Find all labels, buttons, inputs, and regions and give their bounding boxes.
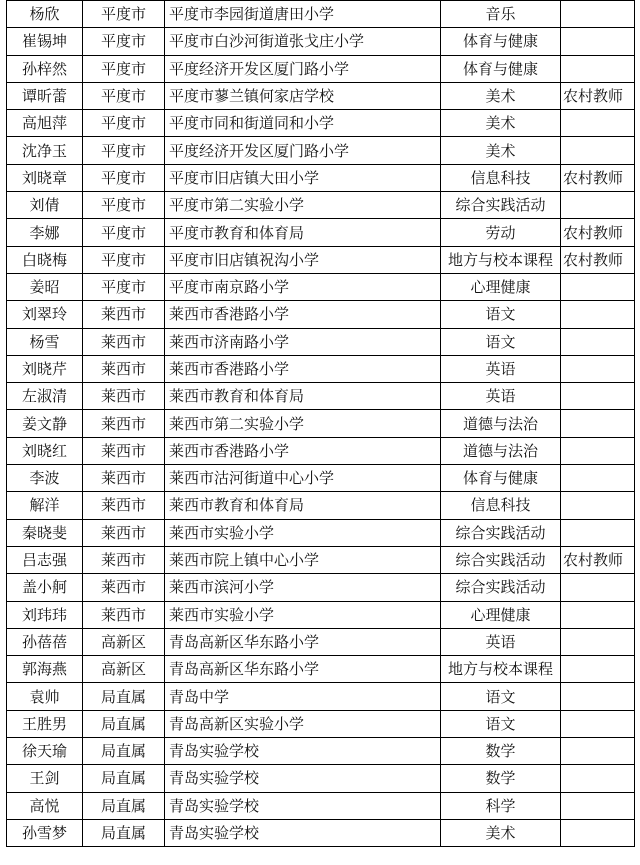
- table-row: [7, 246, 635, 273]
- subject-cell: 地方与校本课程: [441, 656, 561, 683]
- subject-cell: 心理健康: [441, 273, 561, 300]
- school-cell: 莱西市香港路小学: [165, 355, 441, 382]
- subject-cell: 劳动: [441, 219, 561, 246]
- remark-cell: [561, 519, 635, 546]
- teacher-name-cell: 高旭萍: [7, 110, 83, 137]
- teacher-name-cell: 刘晓芹: [7, 355, 83, 382]
- table-row: [7, 683, 635, 710]
- district-cell: 局直属: [83, 738, 165, 765]
- subject-cell: 语文: [441, 328, 561, 355]
- school-cell: 平度市旧店镇大田小学: [165, 164, 441, 191]
- teacher-name-cell: 谭昕蕾: [7, 82, 83, 109]
- district-cell: 莱西市: [83, 355, 165, 382]
- table-row: [7, 192, 635, 219]
- district-cell: 平度市: [83, 273, 165, 300]
- school-cell: 平度市蓼兰镇何家店学校: [165, 82, 441, 109]
- subject-cell: 音乐: [441, 1, 561, 28]
- subject-cell: 语文: [441, 301, 561, 328]
- school-cell: 青岛高新区华东路小学: [165, 656, 441, 683]
- district-cell: 莱西市: [83, 437, 165, 464]
- table-row: [7, 355, 635, 382]
- subject-cell: 综合实践活动: [441, 192, 561, 219]
- school-cell: 莱西市院上镇中心小学: [165, 546, 441, 573]
- table-row: [7, 110, 635, 137]
- remark-cell: [561, 355, 635, 382]
- school-cell: 青岛实验学校: [165, 738, 441, 765]
- school-cell: 莱西市实验小学: [165, 601, 441, 628]
- table-row: [7, 628, 635, 655]
- school-cell: 青岛实验学校: [165, 819, 441, 846]
- teacher-name-cell: 刘晓红: [7, 437, 83, 464]
- district-cell: 莱西市: [83, 574, 165, 601]
- subject-cell: 道德与法治: [441, 410, 561, 437]
- subject-cell: 英语: [441, 628, 561, 655]
- school-cell: 莱西市第二实验小学: [165, 410, 441, 437]
- teacher-name-cell: 左淑清: [7, 383, 83, 410]
- teacher-name-cell: 杨雪: [7, 328, 83, 355]
- subject-cell: 英语: [441, 355, 561, 382]
- table-row: [7, 219, 635, 246]
- table-row: [7, 164, 635, 191]
- table-row: [7, 710, 635, 737]
- district-cell: 平度市: [83, 1, 165, 28]
- school-cell: 莱西市济南路小学: [165, 328, 441, 355]
- teacher-name-cell: 刘玮玮: [7, 601, 83, 628]
- table-row: [7, 410, 635, 437]
- teacher-name-cell: 姜文静: [7, 410, 83, 437]
- teacher-name-cell: 郭海燕: [7, 656, 83, 683]
- subject-cell: 英语: [441, 383, 561, 410]
- teacher-name-cell: 崔锡坤: [7, 28, 83, 55]
- school-cell: 莱西市滨河小学: [165, 574, 441, 601]
- remark-cell: [561, 765, 635, 792]
- subject-cell: 信息科技: [441, 164, 561, 191]
- teacher-name-cell: 白晓梅: [7, 246, 83, 273]
- district-cell: 莱西市: [83, 410, 165, 437]
- teacher-name-cell: 孙蓓蓓: [7, 628, 83, 655]
- district-cell: 局直属: [83, 710, 165, 737]
- district-cell: 平度市: [83, 164, 165, 191]
- school-cell: 平度市第二实验小学: [165, 192, 441, 219]
- table-row: [7, 301, 635, 328]
- table-row: [7, 465, 635, 492]
- district-cell: 平度市: [83, 192, 165, 219]
- school-cell: 莱西市沽河街道中心小学: [165, 465, 441, 492]
- table-row: [7, 765, 635, 792]
- school-cell: 平度市旧店镇祝沟小学: [165, 246, 441, 273]
- table-row: [7, 383, 635, 410]
- teacher-name-cell: 李波: [7, 465, 83, 492]
- teacher-name-cell: 王胜男: [7, 710, 83, 737]
- remark-cell: [561, 410, 635, 437]
- school-cell: 平度市南京路小学: [165, 273, 441, 300]
- school-cell: 青岛高新区华东路小学: [165, 628, 441, 655]
- subject-cell: 数学: [441, 765, 561, 792]
- school-cell: 莱西市香港路小学: [165, 301, 441, 328]
- remark-cell: 农村教师: [561, 246, 635, 273]
- remark-cell: [561, 601, 635, 628]
- subject-cell: 心理健康: [441, 601, 561, 628]
- teacher-name-cell: 王剑: [7, 765, 83, 792]
- table-row: [7, 738, 635, 765]
- remark-cell: [561, 137, 635, 164]
- remark-cell: [561, 301, 635, 328]
- table-row: [7, 656, 635, 683]
- teacher-name-cell: 袁帅: [7, 683, 83, 710]
- district-cell: 莱西市: [83, 465, 165, 492]
- table-row: [7, 792, 635, 819]
- table-row: [7, 519, 635, 546]
- remark-cell: [561, 683, 635, 710]
- remark-cell: [561, 574, 635, 601]
- table-row: [7, 819, 635, 846]
- subject-cell: 美术: [441, 137, 561, 164]
- remark-cell: [561, 465, 635, 492]
- school-cell: 莱西市香港路小学: [165, 437, 441, 464]
- table-body: [7, 1, 635, 847]
- table-row: [7, 601, 635, 628]
- remark-cell: [561, 628, 635, 655]
- subject-cell: 美术: [441, 110, 561, 137]
- district-cell: 莱西市: [83, 601, 165, 628]
- teacher-name-cell: 孙梓然: [7, 55, 83, 82]
- school-cell: 莱西市教育和体育局: [165, 492, 441, 519]
- district-cell: 局直属: [83, 683, 165, 710]
- remark-cell: 农村教师: [561, 82, 635, 109]
- teacher-name-cell: 李娜: [7, 219, 83, 246]
- remark-cell: [561, 656, 635, 683]
- subject-cell: 综合实践活动: [441, 574, 561, 601]
- teacher-name-cell: 刘倩: [7, 192, 83, 219]
- subject-cell: 语文: [441, 683, 561, 710]
- subject-cell: 地方与校本课程: [441, 246, 561, 273]
- teacher-name-cell: 刘翠玲: [7, 301, 83, 328]
- district-cell: 局直属: [83, 819, 165, 846]
- district-cell: 高新区: [83, 656, 165, 683]
- table-row: [7, 437, 635, 464]
- subject-cell: 道德与法治: [441, 437, 561, 464]
- school-cell: 莱西市教育和体育局: [165, 383, 441, 410]
- remark-cell: [561, 710, 635, 737]
- remark-cell: [561, 328, 635, 355]
- remark-cell: [561, 738, 635, 765]
- teacher-name-cell: 解洋: [7, 492, 83, 519]
- subject-cell: 体育与健康: [441, 465, 561, 492]
- table-row: [7, 28, 635, 55]
- school-cell: 莱西市实验小学: [165, 519, 441, 546]
- remark-cell: [561, 492, 635, 519]
- district-cell: 莱西市: [83, 519, 165, 546]
- table-row: [7, 574, 635, 601]
- school-cell: 平度市白沙河街道张戈庄小学: [165, 28, 441, 55]
- district-cell: 平度市: [83, 219, 165, 246]
- teacher-name-cell: 吕志强: [7, 546, 83, 573]
- school-cell: 青岛中学: [165, 683, 441, 710]
- subject-cell: 科学: [441, 792, 561, 819]
- district-cell: 平度市: [83, 28, 165, 55]
- school-cell: 青岛实验学校: [165, 792, 441, 819]
- table-row: [7, 82, 635, 109]
- district-cell: 平度市: [83, 82, 165, 109]
- table-row: [7, 1, 635, 28]
- subject-cell: 综合实践活动: [441, 519, 561, 546]
- table-row: [7, 492, 635, 519]
- table-row: [7, 328, 635, 355]
- remark-cell: [561, 192, 635, 219]
- remark-cell: 农村教师: [561, 219, 635, 246]
- district-cell: 莱西市: [83, 546, 165, 573]
- remark-cell: [561, 792, 635, 819]
- remark-cell: [561, 437, 635, 464]
- school-cell: 平度经济开发区厦门路小学: [165, 55, 441, 82]
- table-row: [7, 273, 635, 300]
- remark-cell: [561, 819, 635, 846]
- district-cell: 局直属: [83, 792, 165, 819]
- teacher-name-cell: 杨欣: [7, 1, 83, 28]
- subject-cell: 美术: [441, 82, 561, 109]
- district-cell: 莱西市: [83, 328, 165, 355]
- subject-cell: 美术: [441, 819, 561, 846]
- remark-cell: [561, 273, 635, 300]
- teacher-name-cell: 孙雪梦: [7, 819, 83, 846]
- subject-cell: 信息科技: [441, 492, 561, 519]
- remark-cell: 农村教师: [561, 164, 635, 191]
- school-cell: 平度市同和街道同和小学: [165, 110, 441, 137]
- school-cell: 青岛高新区实验小学: [165, 710, 441, 737]
- remark-cell: 农村教师: [561, 546, 635, 573]
- district-cell: 平度市: [83, 55, 165, 82]
- table-row: [7, 55, 635, 82]
- teacher-list-table: [6, 0, 635, 847]
- district-cell: 莱西市: [83, 301, 165, 328]
- remark-cell: [561, 110, 635, 137]
- teacher-name-cell: 秦晓斐: [7, 519, 83, 546]
- district-cell: 莱西市: [83, 492, 165, 519]
- district-cell: 局直属: [83, 765, 165, 792]
- school-cell: 青岛实验学校: [165, 765, 441, 792]
- remark-cell: [561, 28, 635, 55]
- district-cell: 平度市: [83, 246, 165, 273]
- remark-cell: [561, 55, 635, 82]
- teacher-name-cell: 徐天瑜: [7, 738, 83, 765]
- remark-cell: [561, 1, 635, 28]
- school-cell: 平度市教育和体育局: [165, 219, 441, 246]
- school-cell: 平度市李园街道唐田小学: [165, 1, 441, 28]
- subject-cell: 体育与健康: [441, 55, 561, 82]
- subject-cell: 体育与健康: [441, 28, 561, 55]
- teacher-name-cell: 姜昭: [7, 273, 83, 300]
- subject-cell: 综合实践活动: [441, 546, 561, 573]
- school-cell: 平度经济开发区厦门路小学: [165, 137, 441, 164]
- teacher-name-cell: 刘晓章: [7, 164, 83, 191]
- subject-cell: 语文: [441, 710, 561, 737]
- teacher-name-cell: 盖小舸: [7, 574, 83, 601]
- district-cell: 莱西市: [83, 383, 165, 410]
- teacher-name-cell: 高悦: [7, 792, 83, 819]
- district-cell: 高新区: [83, 628, 165, 655]
- table-row: [7, 546, 635, 573]
- district-cell: 平度市: [83, 110, 165, 137]
- district-cell: 平度市: [83, 137, 165, 164]
- table-row: [7, 137, 635, 164]
- remark-cell: [561, 383, 635, 410]
- subject-cell: 数学: [441, 738, 561, 765]
- teacher-name-cell: 沈净玉: [7, 137, 83, 164]
